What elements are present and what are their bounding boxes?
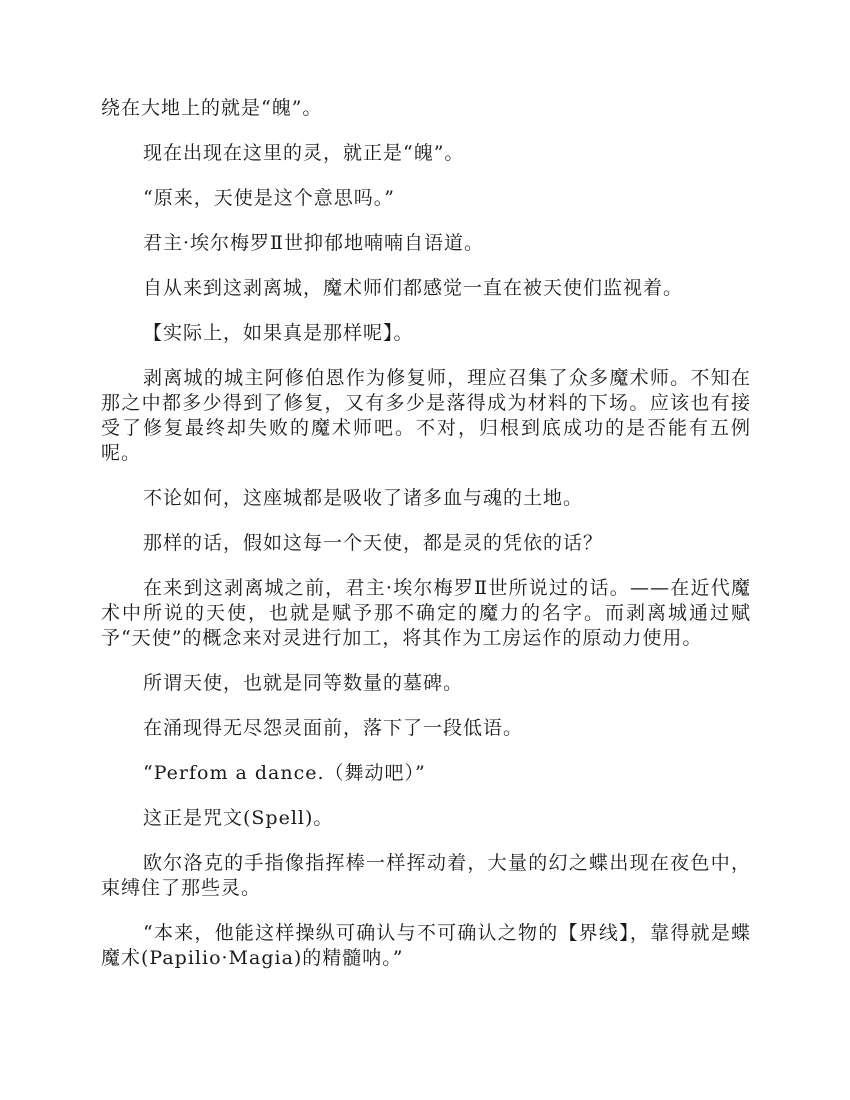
paragraph-14: 这正是咒文(Spell)。 [143,807,334,829]
paragraph-4: 君主·埃尔梅罗Ⅱ世抑郁地喃喃自语道。 [143,232,484,254]
paragraph-8: 不论如何，这座城都是吸收了诸多血与魂的土地。 [143,487,584,509]
paragraph-2: 现在出现在这里的灵，就正是“魄”。 [143,142,465,164]
paragraph-12: 在涌现得无尽怨灵面前，落下了一段低语。 [143,717,524,739]
paragraph-3: “原来，天使是这个意思吗。” [143,187,395,209]
paragraph-13: “Perfom a dance.（舞动吧）” [143,762,426,784]
paragraph-6: 【实际上，如果真是那样呢】。 [143,322,414,344]
paragraph-5: 自从来到这剥离城，魔术师们都感觉一直在被天使们监视着。 [143,277,684,299]
document-page [101,96,751,991]
paragraph-10: 在来到这剥离城之前，君主·埃尔梅罗Ⅱ世所说过的话。——在近代魔术中所说的天使，也就是赋予那不确定的魔力的名字。而剥离城通过赋予“天使”的概念来对灵进行加工，将其作为工房运作的原动力使用。 [101,577,751,649]
paragraph-7: 剥离城的城主阿修伯恩作为修复师，理应召集了众多魔术师。不知在那之中都多少得到了修复，又有多少是落得成为材料的下场。应该也有接受了修复最终却失败的魔术师吧。不对，归根到底成功的是否能有五例呢。 [101,367,751,464]
paragraph-11: 所谓天使，也就是同等数量的墓碑。 [143,672,464,694]
paragraph-1: 绕在大地上的就是“魄”。 [101,97,323,119]
paragraph-15: 欧尔洛克的手指像指挥棒一样挥动着，大量的幻之蝶出现在夜色中，束缚住了那些灵。 [101,852,751,899]
paragraph-9: 那样的话，假如这每一个天使，都是灵的凭依的话？ [143,532,604,554]
paragraph-16: “本来，他能这样操纵可确认与不可确认之物的【界线】，靠得就是蝶魔术(Papilio·Magia)的精髓呐。” [101,922,751,969]
